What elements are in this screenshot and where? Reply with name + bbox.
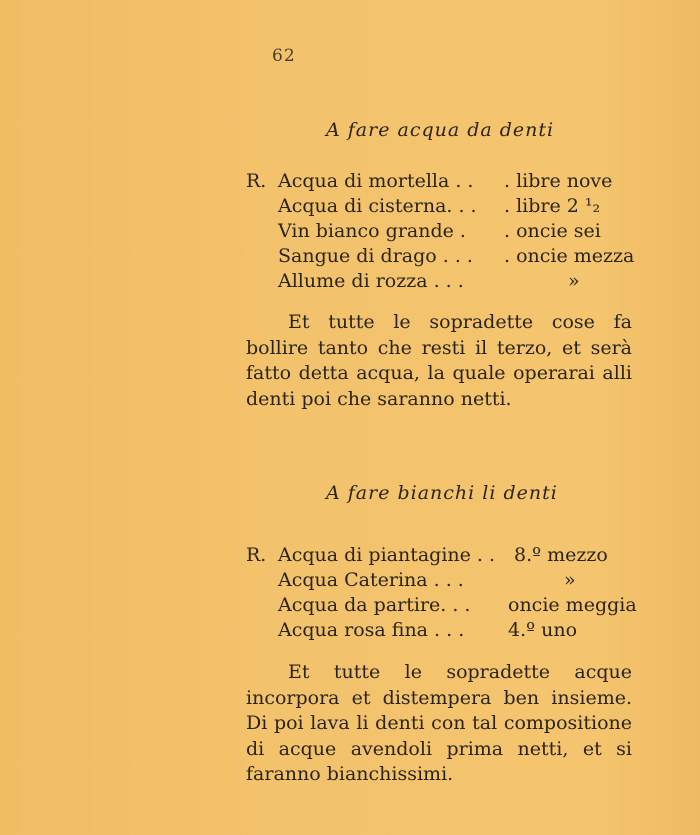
ingredient-quantity: 8.º mezzo <box>514 544 608 566</box>
section-title-whiten-teeth: A fare bianchi li denti <box>326 482 558 504</box>
ingredient-quantity: . oncie mezza <box>504 245 635 267</box>
ingredient-quantity: . oncie sei <box>504 220 601 242</box>
instruction-paragraph-tooth-water <box>246 310 632 412</box>
recipe-row <box>246 219 646 244</box>
recipe-row <box>246 568 646 593</box>
instruction-paragraph-whiten-teeth <box>246 660 632 788</box>
recipe-row <box>246 269 646 294</box>
ingredient-quantity: » <box>568 270 580 292</box>
recipe-marker: R. <box>246 544 267 566</box>
recipe-list-whiten-teeth <box>246 543 646 643</box>
recipe-row <box>246 543 646 568</box>
recipe-row <box>246 593 646 618</box>
ingredient-name: Acqua di piantagine . . <box>278 544 496 566</box>
ingredient-name: Vin bianco grande . <box>278 220 466 242</box>
ingredient-name: Acqua da partire. . . <box>278 594 471 616</box>
ingredient-name: Acqua Caterina . . . <box>278 569 464 591</box>
paragraph-text: Et tutte le sopradette cose fa bollire tanto che resti il terzo, et serà fatto detta acqua, la quale operarai alli denti poi che saranno netti. <box>246 311 632 410</box>
page-number: 62 <box>272 46 296 66</box>
paragraph-text: Et tutte le sopradette acque incorpora et distempera ben insieme. Di poi lava li denti con tal compositione di acque avendoli prima netti, et si faranno bianchissimi. <box>246 661 632 785</box>
ingredient-name: Acqua di mortella . . <box>278 170 474 192</box>
ingredient-quantity: 4.º uno <box>508 619 578 641</box>
ingredient-quantity: . libre 2 ¹₂ <box>504 195 601 217</box>
recipe-row <box>246 194 646 219</box>
recipe-marker: R. <box>246 170 267 192</box>
recipe-row <box>246 618 646 643</box>
ingredient-name: Allume di rozza . . . <box>278 270 464 292</box>
ingredient-quantity: oncie meggia <box>508 594 637 616</box>
recipe-row <box>246 169 646 194</box>
ingredient-name: Acqua rosa fina . . . <box>278 619 465 641</box>
recipe-list-tooth-water <box>246 169 646 294</box>
ingredient-name: Sangue di drago . . . <box>278 245 473 267</box>
ingredient-quantity: . libre nove <box>504 170 613 192</box>
section-title-tooth-water: A fare acqua da denti <box>326 119 555 141</box>
ingredient-name: Acqua di cisterna. . . <box>278 195 477 217</box>
recipe-row <box>246 244 646 269</box>
ingredient-quantity: » <box>564 569 576 591</box>
